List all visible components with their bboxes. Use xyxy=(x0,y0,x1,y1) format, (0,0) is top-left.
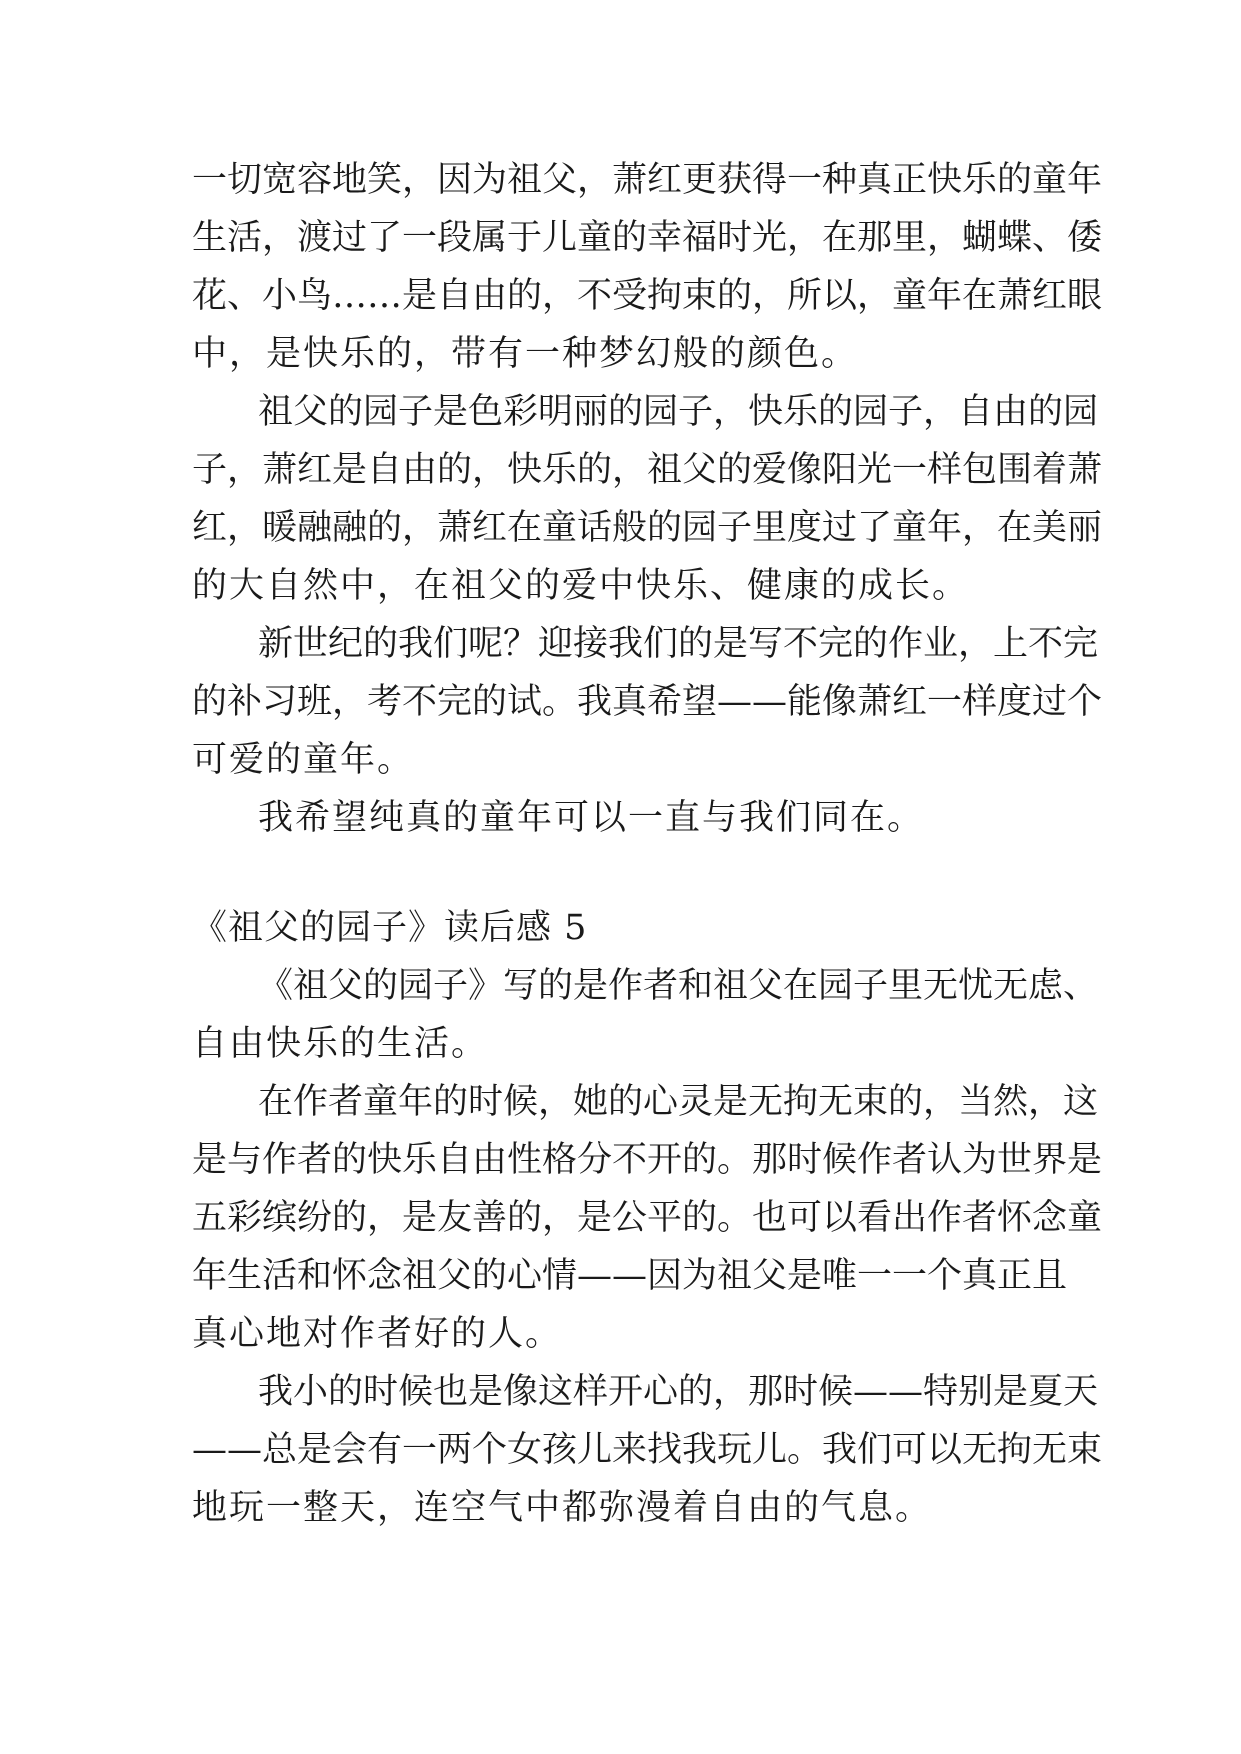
text-line: 的大自然中，在祖父的爱中快乐、健康的成长。 xyxy=(192,566,970,606)
paragraph-first-line: 祖父的园子是色彩明丽的园子，快乐的园子，自由的园 xyxy=(258,392,1099,432)
text-line: 的补习班，考不完的试。我真希望——能像萧红一样度过个 xyxy=(192,682,1103,722)
text-line: 子，萧红是自由的，快乐的，祖父的爱像阳光一样包围着萧 xyxy=(192,450,1103,490)
section-heading: 《祖父的园子》读后感 5 xyxy=(192,908,588,948)
paragraph-first-line: 我小的时候也是像这样开心的，那时候——特别是夏天 xyxy=(258,1372,1099,1412)
text-line: 地玩一整天，连空气中都弥漫着自由的气息。 xyxy=(192,1488,933,1528)
text-line: 红，暖融融的，萧红在童话般的园子里度过了童年，在美丽 xyxy=(192,508,1103,548)
text-line: 可爱的童年。 xyxy=(192,740,415,780)
paragraph-first-line: 《祖父的园子》写的是作者和祖父在园子里无忧无虑、 xyxy=(258,966,1099,1006)
text-line: 五彩缤纷的，是友善的，是公平的。也可以看出作者怀念童 xyxy=(192,1198,1103,1238)
text-line: 花、小鸟……是自由的，不受拘束的，所以，童年在萧红眼 xyxy=(192,276,1103,316)
paragraph-first-line: 我希望纯真的童年可以一直与我们同在。 xyxy=(258,798,925,838)
paragraph-first-line: 新世纪的我们呢？迎接我们的是写不完的作业，上不完 xyxy=(258,624,1099,664)
text-line: 是与作者的快乐自由性格分不开的。那时候作者认为世界是 xyxy=(192,1140,1103,1180)
text-line: 真心地对作者好的人。 xyxy=(192,1314,563,1354)
text-line: 年生活和怀念祖父的心情——因为祖父是唯一一个真正且 xyxy=(192,1256,1068,1296)
text-line: 中，是快乐的，带有一种梦幻般的颜色。 xyxy=(192,334,859,374)
paragraph-first-line: 在作者童年的时候，她的心灵是无拘无束的，当然，这 xyxy=(258,1082,1099,1122)
text-line: 一切宽容地笑，因为祖父，萧红更获得一种真正快乐的童年 xyxy=(192,160,1103,200)
text-line: ——总是会有一两个女孩儿来找我玩儿。我们可以无拘无束 xyxy=(192,1430,1103,1470)
text-line: 自由快乐的生活。 xyxy=(192,1024,489,1064)
text-line: 生活，渡过了一段属于儿童的幸福时光，在那里，蝴蝶、倭 xyxy=(192,218,1103,258)
